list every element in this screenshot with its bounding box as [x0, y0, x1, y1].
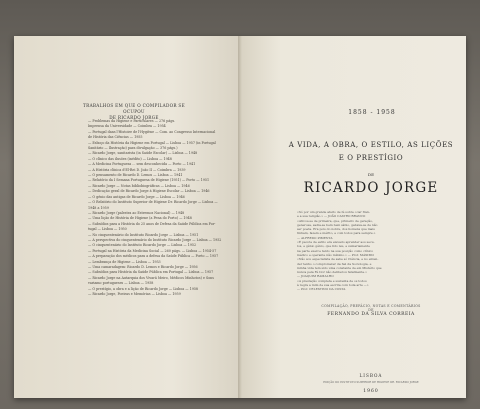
bibliography-item: — O prestígio, a obra e a lição de Ricardo Jorge — Lisboa — 1958 — [88, 286, 199, 291]
bibliography-item: Sanitário — Ilustração) para divulgação — 376 págs.) — [88, 146, 178, 151]
left-heading-line1: TRABALHOS EM QUE O COMPILADOR SE OCUPOU — [83, 103, 185, 114]
bibliography-item: — No cinquentenário do Instituto Ricardo Jorge — Lisboa — 1951 — [88, 232, 199, 237]
bibliography-item: — Relatório da I Semana Portuguesa de Higiene (1951) — Porto — 1951 — [88, 178, 210, 183]
bibliography-item: — A preparação dos médicos para a defesa da Saúde Pública — Porto — 1957 — [88, 254, 219, 259]
bibliography-item: — A Medicina Portuguesa ... sem desconhecida — Porto — 1941 — [88, 162, 196, 167]
epigraph-line: los, e gênio gênio, que lido leu, e sumariamente — [297, 244, 370, 249]
bibliography-item: — Ricardo Jorge, sanitarista (in Saúde Escolar) — Lisboa — 1948 — [88, 151, 198, 156]
epigraph-line: tinham, fazem e mérito, e com todos para sempre.» — [297, 231, 376, 236]
book-title-line2: E O PRESTÍGIO — [338, 154, 404, 162]
bibliography-item: — Esboço da História da Higiene em Portugal — Lisboa — 1957 (in Portugal — [88, 140, 216, 145]
bibliography-item: de História das Ciências — 1955 — [88, 135, 143, 140]
bibliography-item: variamo portugueses — Lisboa — 1958 — [88, 281, 154, 286]
epigraph-line: der tenho o comprometer da fiel da Sociologia, e — [297, 261, 372, 266]
book-title-line1: A VIDA, A OBRA, O ESTILO, AS LIÇÕES — [288, 141, 454, 149]
bibliography-item: — Uma camaradagem: Ricardo D. Lemos e Ricardo Jorge — 1956 — [88, 264, 198, 269]
bibliography-item: — Ricardo Jorge na Autarquia dos Vivarã Meiro, Médicos Minhotos) e Sons — [88, 275, 215, 280]
epigraph-line: na parte exerce tanto na sua posição como clínico — [297, 248, 374, 253]
bibliography-item: — Ricardo Jorge, Poeiras e Memórias — Lisboa — 1959 — [88, 292, 181, 296]
epigraph-line: «A prestação completa e sustenta de os todos — [297, 278, 367, 283]
title-preposition: DE — [367, 172, 375, 177]
anniversary-years: 1858 - 1958 — [348, 109, 396, 116]
bibliography-item: — O pensamento de Ricardo D. Lemos — Lisboa — 1941 — [88, 173, 183, 178]
book-subject-name: RICARDO JORGE — [303, 180, 439, 196]
bibliography-item: — O clínico das ilusões (inédito) — Lisboa — 1948 — [88, 156, 172, 161]
bibliography-item: — O génio das antigas de Ricardo Jorge — Lisboa — 1946 — [88, 194, 185, 199]
book-spine — [238, 36, 242, 398]
bibliography-item: 1948 a 1959 — [88, 205, 109, 210]
bibliography-item: — A perspectiva do cinquentenário do Instituto Ricardo Jorge — Lisboa — 1952 — [88, 237, 222, 242]
epigraph-line: à regra a mim de sua escrita com toda arte —» — [297, 283, 369, 288]
epigraph-line: minha vida tem sido uma constante de em Mistério que — [297, 265, 382, 270]
publication-city: LISBOA — [359, 373, 383, 378]
bibliography-item: — Portugal na História da Medicina Social — 260 págs. — Lisboa — 1954-57 — [88, 248, 217, 253]
epigraph-line: nunca pela Fé Dor não deliberou fatalmente.» — [297, 270, 367, 275]
epigraph-line: médico e operante não mínimo.» — Prof. MÁXIMO — [297, 252, 374, 257]
publication-year: 1960 — [363, 389, 379, 394]
bibliography-item: — O cinquentenário do Instituto Ricardo Jorge — Lisboa — 1952 — [88, 243, 197, 248]
compiler-label — [276, 304, 466, 312]
epigraph-line: «É pacote de estilo era elevado aprender aos secu- — [297, 240, 375, 245]
bibliography-item: — Uma lição de História de Higiene (a Pena do Porto) — 1948 — [88, 216, 192, 221]
bibliography-item: — Problemas da Higiene e Particulares — 276 págs. — [88, 119, 176, 123]
epigraph-line: «Não sou especialista de sabe só Ciência, e no enten- — [297, 257, 379, 262]
epigraph-line: — ALFREDO PIMENTA — [297, 235, 333, 240]
left-heading-line2: DE RICARDO JORGE — [109, 115, 159, 120]
compiler-label-text: COMPILAÇÃO, PREFÁCIO, NOTAS E COMENTÁRIOS — [321, 304, 421, 308]
bibliography-item: Imprensa da Universidade — Coimbra — 1954 — [88, 124, 166, 129]
bibliography-item: — O Relatório do Instituto Superior de Higiene Dr. Ricardo Jorge — Lisboa — — [88, 200, 218, 205]
epigraph-line: generosa, sadia-se bem bem sábio, gabava-se de não — [297, 222, 378, 227]
open-book — [14, 36, 466, 398]
bibliography-item: — Subsídios para a História do 25 anos de Defesa da Saúde Pública em Por- — [88, 221, 216, 226]
epigraph-line: «Só por um grande afeito de fé sobre o lar fran- — [297, 210, 370, 214]
bibliography-item: — Ricardo Jorge — Notas bibliobiográficas — Lisboa — 1946 — [88, 183, 190, 188]
epigraph-line: — Prof. CELESTINO DA COSTA — [297, 287, 346, 292]
bibliography-item: — Lembrança de Higiene — Lisboa — 1953 — [88, 259, 161, 264]
epigraph-line: ser poeta. Era pois do nobre, dos homens que mais — [297, 227, 375, 232]
compiler-prefix: DE — [368, 308, 374, 312]
compiler-name: FERNANDO DA SILVA CORREIA — [327, 312, 415, 317]
bibliography-list — [88, 119, 222, 297]
epigraph-line: — JOAQUIM RAMALHO — [297, 274, 334, 279]
epigraph-line: e a sua religião.» — JOÃO CASTRO BRANCO — [297, 214, 366, 219]
bibliography-item: — A História clínica d'El-Rei D. João II — Coimbra — 1939 — [88, 167, 186, 172]
bibliography-item: tugal — Lisboa — 1950 — [88, 227, 127, 232]
publisher-imprint: EDIÇÃO DO INSTITUTO SUPERIOR DE HIGIENE DR. RICARDO JORGE — [323, 381, 419, 384]
bibliography-item: — Dedicação geral de Ricardo Jorge à Higiene Escolar — Lisboa — 1946 — [88, 189, 210, 194]
epigraph-quotes — [297, 210, 433, 292]
bibliography-item: — Portugal dans l'Histoire de l'Hygiène — Com. ao Congresso Internacional — [88, 129, 216, 134]
bibliography-item: — Ricardo Jorge (palestra ao Estremoz Nacional) — 1948 — [88, 210, 185, 215]
epigraph-line: «Ativou-se de primeira, que, primeiro de geração, — [297, 218, 373, 223]
bibliography-item: — Subsídios para História da Saúde Pública em Portugal — Lisboa — 1957 — [88, 270, 214, 275]
